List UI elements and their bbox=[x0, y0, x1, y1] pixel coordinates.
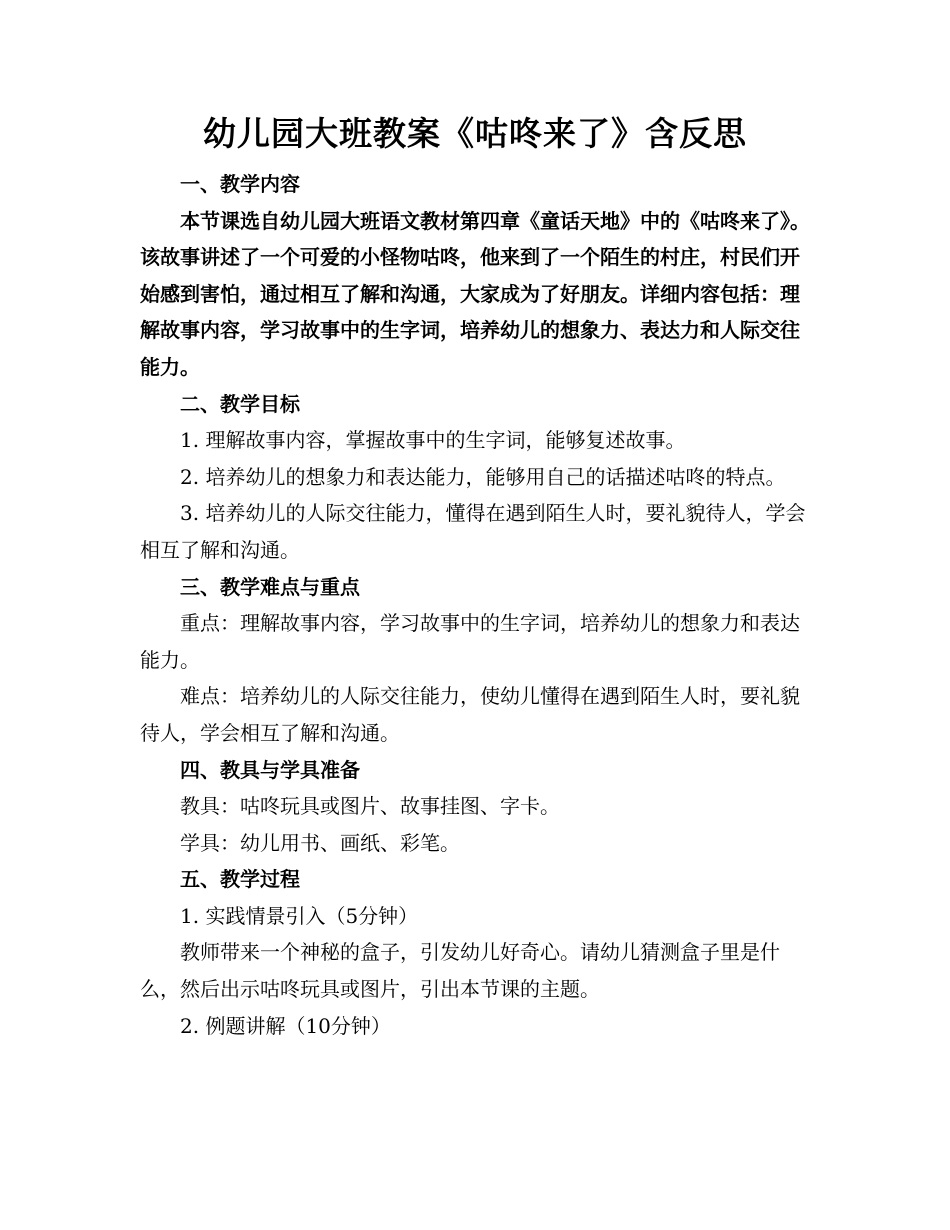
content-paragraph: 本节课选自幼儿园大班语文教材第四章《童话天地》中的《咕咚来了》。该故事讲述了一个可爱的小怪物咕咚，他来到了一个陌生的村庄，村民们开始感到害怕，通过相互了解和沟通，大家成为了好朋友。详细内容包括：理解故事内容，学习故事中的生字词，培养幼儿的想象力、表达力和人际交往能力。 bbox=[140, 208, 810, 379]
goal-item-1: 1. 理解故事内容，掌握故事中的生字词，能够复述故事。 bbox=[180, 428, 686, 453]
document-title: 幼儿园大班教案《咕咚来了》含反思 bbox=[203, 114, 747, 153]
section-heading-goals: 二、教学目标 bbox=[180, 391, 300, 416]
section-heading-process: 五、教学过程 bbox=[180, 867, 300, 892]
process-step-2: 2. 例题讲解（10分钟） bbox=[180, 1013, 391, 1038]
difficulty-paragraph: 难点：培养幼儿的人际交往能力，使幼儿懂得在遇到陌生人时，要礼貌待人，学会相互了解和沟通。 bbox=[140, 684, 800, 745]
section-heading-content: 一、教学内容 bbox=[180, 172, 300, 196]
process-step-1-detail: 教师带来一个神秘的盒子，引发幼儿好奇心。请幼儿猜测盒子里是什么，然后出示咕咚玩具或图片，引出本节课的主题。 bbox=[140, 940, 780, 1002]
section-heading-materials: 四、教具与学具准备 bbox=[180, 757, 360, 782]
teaching-aids-paragraph: 教具：咕咚玩具或图片、故事挂图、字卡。 bbox=[180, 794, 560, 819]
goal-item-3: 3. 培养幼儿的人际交往能力，懂得在遇到陌生人时，要礼貌待人，学会相互了解和沟通。 bbox=[140, 501, 806, 562]
document-body bbox=[140, 166, 812, 1044]
process-step-1: 1. 实践情景引入（5分钟） bbox=[180, 903, 419, 928]
key-point-paragraph: 重点：理解故事内容，学习故事中的生字词，培养幼儿的想象力和表达能力。 bbox=[140, 611, 800, 672]
learning-aids-paragraph: 学具：幼儿用书、画纸、彩笔。 bbox=[180, 830, 460, 855]
section-heading-key-points: 三、教学难点与重点 bbox=[180, 574, 360, 599]
goal-item-2: 2. 培养幼儿的想象力和表达能力，能够用自己的话描述咕咚的特点。 bbox=[180, 464, 786, 489]
